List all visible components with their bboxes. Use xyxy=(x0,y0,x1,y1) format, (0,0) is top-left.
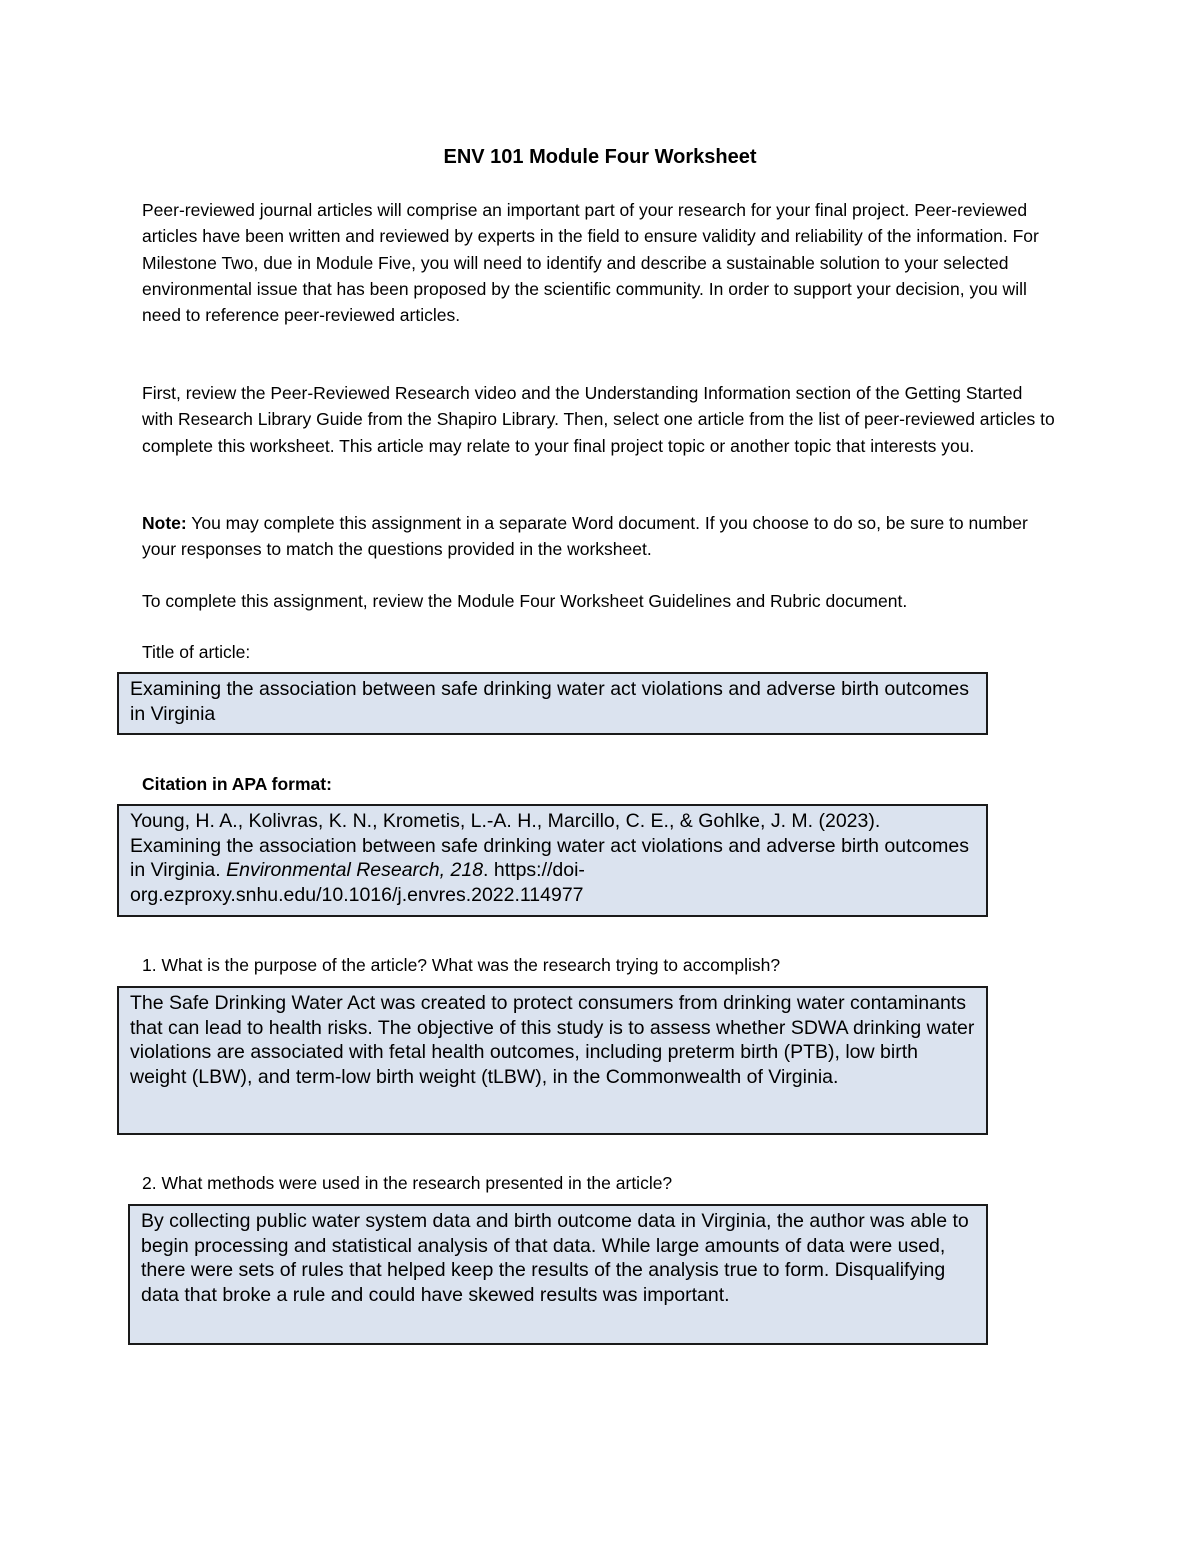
note-paragraph xyxy=(142,510,1057,563)
question-number: 2. xyxy=(142,1173,157,1193)
page-title: ENV 101 Module Four Worksheet xyxy=(443,146,757,168)
assignment-instruction: To complete this assignment, review the Module Four Worksheet Guidelines and Rubric document. xyxy=(142,591,908,611)
intro-paragraph: Peer-reviewed journal articles will comprise an important part of your research for your final project. Peer-reviewed articles have been written and reviewed by experts in the field to ensure validity and reliability of the information. For Milestone Two, due in Module Five, you will need to identify and describe a sustainable solution to your selected environmental issue that has been proposed by the scientific community. In order to support your decision, you will need to reference peer-reviewed articles. xyxy=(142,200,1039,326)
citation-field[interactable] xyxy=(117,804,988,917)
question-text: What is the purpose of the article? What was the research trying to accomplish? xyxy=(156,955,781,975)
note-label: Note: xyxy=(142,513,187,533)
citation-authors: Young, H. A., Kolivras, K. N., Krometis, L.-A. H., Marcillo, C. E., & Gohlke, J. M. (2023). Examining the association between safe drinking water act violations and adverse birth outcomes in Virginia. xyxy=(130,810,969,881)
title-field[interactable]: Examining the association between safe drinking water act violations and adverse birth outcomes in Virginia xyxy=(117,672,988,735)
citation-doi: . https://doi-org.ezproxy.snhu.edu/10.1016/j.envres.2022.114977 xyxy=(130,859,585,906)
question-1 xyxy=(142,953,780,977)
note-text: You may complete this assignment in a separate Word document. If you choose to do so, be sure to number your responses to match the questions provided in the worksheet. xyxy=(142,513,1028,560)
citation-journal: Environmental Research, 218 xyxy=(226,859,484,881)
title-label: Title of article: xyxy=(142,642,251,662)
question-number: 1. xyxy=(142,955,157,975)
answer-1-field[interactable]: The Safe Drinking Water Act was created to protect consumers from drinking water contaminants that can lead to health risks. The objective of this study is to assess whether SDWA drinking water violations are associated with fetal health outcomes, including preterm birth (PTB), low birth weight (LBW), and term-low birth weight (tLBW), in the Commonwealth of Virginia. xyxy=(117,986,988,1135)
question-2 xyxy=(142,1171,672,1195)
citation-label: Citation in APA format: xyxy=(142,774,332,794)
answer-2-field[interactable]: By collecting public water system data and birth outcome data in Virginia, the author was able to begin processing and statistical analysis of that data. While large amounts of data were used, there were sets of rules that helped keep the results of the analysis true to form. Disqualifying data that broke a rule and could have skewed results was important. xyxy=(128,1204,988,1345)
question-text: What methods were used in the research presented in the article? xyxy=(156,1173,673,1193)
instructions-paragraph: First, review the Peer-Reviewed Research video and the Understanding Information section of the Getting Started with Research Library Guide from the Shapiro Library. Then, select one article from the list of peer-reviewed articles to complete this worksheet. This article may relate to your final project topic or another topic that interests you. xyxy=(142,383,1055,456)
